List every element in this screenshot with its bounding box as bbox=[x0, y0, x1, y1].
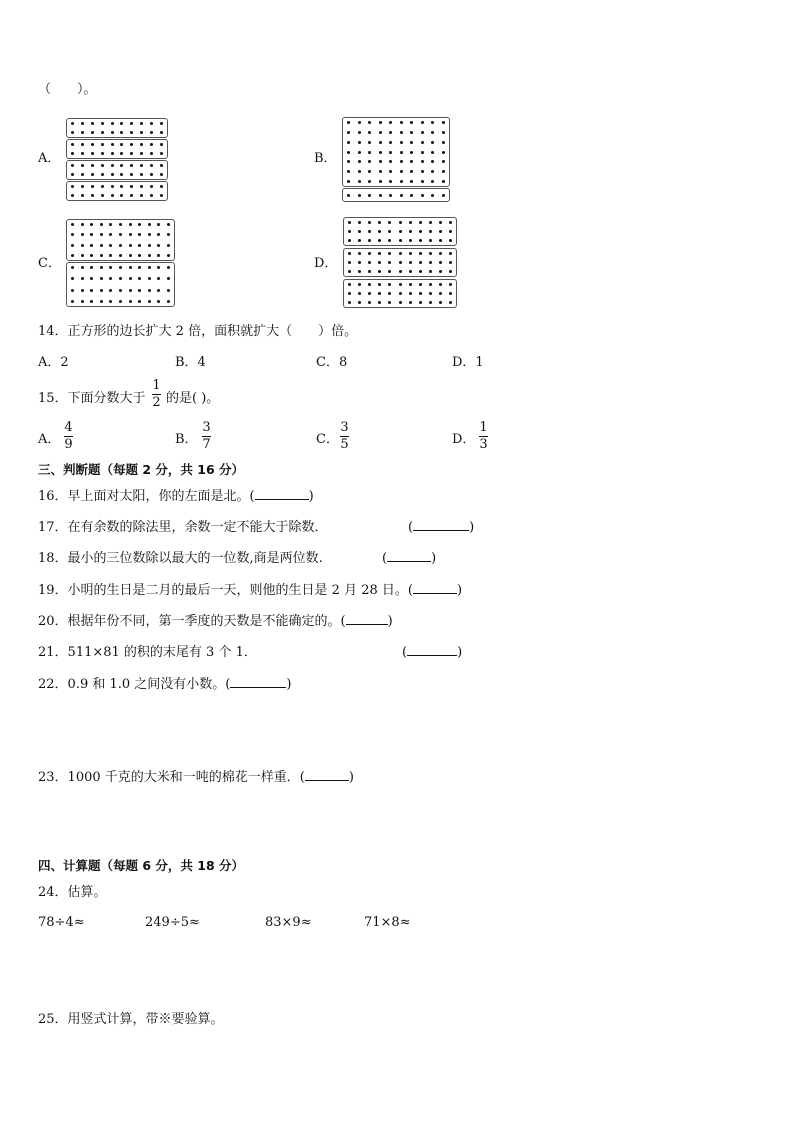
q14-option-d[interactable]: D．1 bbox=[452, 355, 484, 370]
q18-close: ) bbox=[431, 551, 437, 566]
q14-stem: 14．正方形的边长扩大 2 倍，面积就扩大（ ）倍。 bbox=[38, 324, 358, 339]
q17-close: ) bbox=[469, 520, 475, 535]
q15-stem-suffix: 的是( )。 bbox=[166, 391, 220, 406]
q13-grid-d-1 bbox=[343, 217, 457, 246]
q16-close: ) bbox=[308, 489, 314, 504]
q24-item-2: 249÷5≈ bbox=[145, 915, 200, 930]
q13-grid-a-4 bbox=[66, 181, 168, 201]
q15-option-c-label[interactable]: C． bbox=[316, 432, 339, 447]
q24-stem: 24．估算。 bbox=[38, 885, 107, 900]
q17-answer bbox=[408, 520, 474, 536]
q17-open: ( bbox=[408, 520, 414, 535]
q22-close: ) bbox=[286, 677, 292, 692]
q13-grid-b-1 bbox=[342, 117, 450, 187]
q18-text: 18．最小的三位数除以最大的一位数,商是两位数. bbox=[38, 551, 323, 566]
q16-answer-blank[interactable] bbox=[255, 489, 309, 500]
q15-stem-numerator: 1 bbox=[152, 378, 161, 393]
q15-option-b-den: 7 bbox=[202, 437, 211, 452]
q15-option-b-fraction bbox=[202, 421, 211, 452]
q22-item bbox=[38, 677, 291, 693]
q14-option-c[interactable]: C．8 bbox=[316, 355, 348, 370]
q19-item bbox=[38, 583, 462, 599]
q13-option-c-label[interactable]: C． bbox=[38, 256, 61, 271]
q25-stem: 25．用竖式计算，带※要验算。 bbox=[38, 1012, 224, 1027]
q15-option-a-label[interactable]: A． bbox=[38, 432, 61, 447]
q20-close: ) bbox=[387, 614, 393, 629]
q15-option-c-den: 5 bbox=[340, 437, 349, 452]
q19-close: ) bbox=[456, 583, 463, 598]
q15-option-b-num: 3 bbox=[202, 420, 211, 435]
q13-grid-a-3 bbox=[66, 160, 168, 180]
q14-option-a[interactable]: A．2 bbox=[38, 355, 69, 370]
q21-answer bbox=[402, 645, 462, 661]
q18-answer bbox=[382, 551, 436, 567]
q24-item-4: 71×8≈ bbox=[364, 915, 411, 930]
q13-grid-c-2 bbox=[66, 262, 175, 307]
q19-text: 19．小明的生日是二月的最后一天，则他的生日是 2 月 28 日。( bbox=[38, 583, 413, 598]
q15-option-c-num: 3 bbox=[340, 420, 349, 435]
q15-stem-prefix: 15．下面分数大于 bbox=[38, 391, 146, 406]
q23-close: ) bbox=[348, 770, 354, 785]
q13-grid-a-1 bbox=[66, 118, 168, 138]
q13-grid-d-2 bbox=[343, 248, 457, 277]
q13-option-d-label[interactable]: D． bbox=[314, 256, 338, 271]
q15-option-d-den: 3 bbox=[479, 437, 488, 452]
q23-text: 23．1000 千克的大米和一吨的棉花一样重．( bbox=[38, 770, 305, 785]
q13-answer-blank: （ ）。 bbox=[38, 82, 97, 97]
q17-answer-blank[interactable] bbox=[413, 520, 469, 531]
q15-stem-fraction bbox=[152, 379, 161, 410]
q14-option-b[interactable]: B．4 bbox=[175, 355, 206, 370]
q15-option-d-fraction bbox=[479, 421, 488, 452]
q15-option-a-num: 4 bbox=[64, 420, 73, 435]
q22-answer-blank[interactable] bbox=[230, 677, 286, 688]
q16-item bbox=[38, 489, 314, 505]
q15-option-c-fraction bbox=[340, 421, 349, 452]
section-3-title: 三、判断题（每题 2 分，共 16 分） bbox=[38, 462, 245, 477]
q13-grid-a-2 bbox=[66, 139, 168, 159]
q24-item-1: 78÷4≈ bbox=[38, 915, 85, 930]
q17-text: 17．在有余数的除法里，余数一定不能大于除数． bbox=[38, 520, 328, 535]
q18-answer-blank[interactable] bbox=[387, 551, 431, 562]
q13-option-a-label[interactable]: A． bbox=[38, 151, 61, 166]
section-4-title: 四、计算题（每题 6 分，共 18 分） bbox=[38, 858, 245, 873]
q20-text: 20．根据年份不同，第一季度的天数是不能确定的。( bbox=[38, 614, 346, 629]
q21-answer-blank[interactable] bbox=[407, 645, 457, 656]
q15-option-a-den: 9 bbox=[64, 437, 73, 452]
q16-text: 16．早上面对太阳，你的左面是北。( bbox=[38, 489, 255, 504]
q23-answer-blank[interactable] bbox=[305, 770, 349, 781]
q19-answer-blank[interactable] bbox=[413, 583, 457, 594]
q15-option-d-label[interactable]: D． bbox=[452, 432, 476, 447]
q24-item-3: 83×9≈ bbox=[265, 915, 312, 930]
q15-option-d-num: 1 bbox=[479, 420, 488, 435]
q15-option-a-fraction bbox=[64, 421, 73, 452]
q23-item bbox=[38, 770, 354, 786]
q20-item bbox=[38, 614, 393, 630]
q21-text: 21．511×81 的积的末尾有 3 个 1． bbox=[38, 645, 257, 660]
q21-open: ( bbox=[402, 645, 408, 660]
q13-grid-b-2 bbox=[342, 188, 450, 202]
q13-option-b-label[interactable]: B． bbox=[314, 151, 337, 166]
q15-stem-denominator: 2 bbox=[152, 395, 161, 410]
q15-option-b-label[interactable]: B． bbox=[175, 432, 198, 447]
q21-close: ) bbox=[457, 645, 463, 660]
q13-grid-c-1 bbox=[66, 219, 175, 261]
q22-text: 22．0.9 和 1.0 之间没有小数。( bbox=[38, 677, 231, 692]
q13-grid-d-3 bbox=[343, 279, 457, 308]
q18-open: ( bbox=[382, 551, 388, 566]
q20-answer-blank[interactable] bbox=[346, 614, 388, 625]
